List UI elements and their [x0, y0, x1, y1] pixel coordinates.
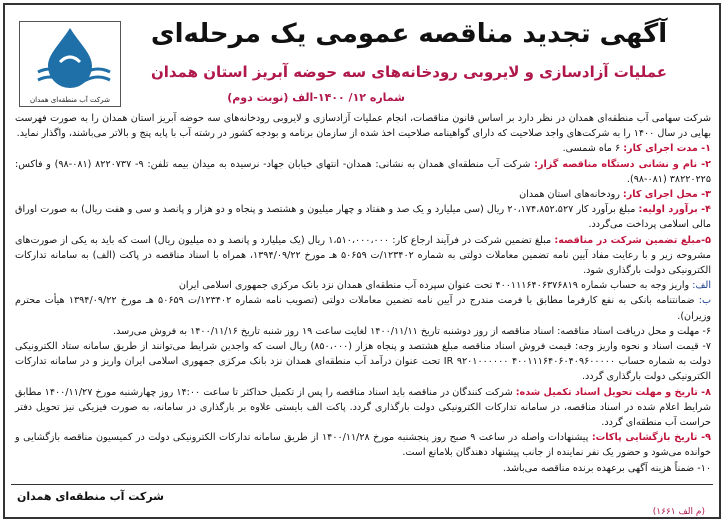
- item-label: ۴- برآورد اولیه:: [638, 204, 711, 216]
- notice-title: آگهی تجدید مناقصه عمومی یک مرحله‌ای: [150, 19, 668, 49]
- header: [5, 5, 719, 113]
- item-organizer: [15, 157, 711, 187]
- item-label: ۷- قیمت اسناد و نحوه واریز وجه:: [575, 341, 711, 353]
- guarantee-option-a: [15, 278, 711, 293]
- item-documents-price: [15, 339, 711, 385]
- item-label: ۵-مبلغ تضمین شرکت در مناقصه:: [554, 234, 711, 246]
- item-ad-cost: ۱۰- ضمناً هزینه آگهی برعهده برنده مناقصه می‌باشد.: [502, 462, 711, 474]
- option-text: ضمانتنامه بانکی به نفع کارفرما مطابق با فرمت مندرج در آیین نامه تضمین معاملات دولتی (تصویب نامه شماره ۱۲۳۴۰۲/ت ۵۰۶۵۹ هـ مورخ ۱۳۹۴/۰۹/۲۲ هیأت محترم وزیران).: [15, 295, 711, 322]
- option-label: الف:: [692, 280, 711, 292]
- item-text: ۶ ماه شمسی.: [562, 143, 624, 155]
- item-text: مبلغ برآورد کار ۲۰،۱۷۴،۸۵۲،۵۲۷ ریال (سی میلیارد و یک صد و هفتاد و چهار میلیون و هشتصد و پنجاه و دو هزار و پانصد و سی و هفت ریال) به صورت اوراق مالی اسلامی پرداخت می‌گردد.: [15, 204, 711, 231]
- logo-caption: شرکت آب منطقه‌ای همدان: [30, 96, 110, 104]
- item-guarantee: [15, 233, 711, 279]
- item-label: ۲- نام و نشانی دستگاه مناقصه گزار:: [534, 158, 712, 170]
- footer-code: (م الف ۱۶۶۱): [652, 507, 705, 517]
- item-submission: [15, 385, 711, 431]
- item-text: شرکت کنندگان در مناقصه باید اسناد مناقصه را پس از تکمیل حداکثر تا ساعت ۱۴:۰۰ روز چهارشنبه مورخ ۱۴۰۰/۱۱/۲۷ مطابق شرایط اعلام شده در اسناد مناقصه، در سامانه تدارکات الکترونیکی دولت بارگذاری گردد. پاکت الف بایستی علاوه بر بارگذاری در سامانه، به صورت فیزیکی نیز تحویل دفتر حراست آب منطقه‌ای گردد.: [15, 386, 711, 429]
- item-documents-period: [15, 324, 711, 339]
- item-duration: [15, 141, 711, 156]
- item-text: پیشنهادات واصله در ساعت ۹ صبح روز پنجشنبه مورخ ۱۴۰۰/۱۱/۲۸ از طریق سامانه تدارکات الکترونیکی دولت در کمیسیون مناقصه بازگشایی و خوانده می‌شود و حضور یک نفر نماینده از جانب پیشنهاد دهندگان بلامانع است.: [15, 432, 711, 459]
- item-text: شرکت آب منطقه‌ای همدان به نشانی: همدان- انتهای خیابان جهاد- نرسیده به میدان بیمه تلفن: ۹- ۸۲۲۰۷۳۷ (۰۸۱-۹۸) و فاکس: ۳۸۲۲۰۲۲۵ (۰۸۱-۹۸).: [15, 158, 711, 185]
- water-drop-logo-icon: [20, 22, 120, 92]
- item-label: ۶- مهلت و محل دریافت اسناد مناقصه:: [557, 325, 711, 337]
- item-label: ۹- تاریخ بازگشایی پاکات:: [591, 432, 711, 444]
- item-text: مبلغ تضمین شرکت در فرآیند ارجاع کار: ۱،۵۱۰،۰۰۰،۰۰۰ ریال (یک میلیارد و پانصد و ده میلیون ریال) است که باید به یکی از صورت‌های مشروحه زیر و با رعایت مفاد آیین نامه تضمین معاملات دولتی به شماره ۱۲۳۴۰۲/ت ۵۰۶۵۹ هـ مورخ ۱۳۹۴/۰۹/۲۲، همراه با اسناد مناقصه در پاکت (الف) به سامانه تدارکات الکترونیکی دولت بارگذاری شود.: [15, 234, 711, 277]
- item-text: اسناد مناقصه از روز دوشنبه تاریخ ۱۴۰۰/۱۱/۱۱ لغایت ساعت ۱۹ روز شنبه تاریخ ۱۴۰۰/۱۱/۱۶ به فروش می‌رسد.: [113, 325, 558, 337]
- notice-frame: [3, 3, 721, 519]
- notice-subtitle: عملیات آزادسازی و لایروبی رودخانه‌های سه حوضه آبریز استان همدان: [150, 63, 668, 81]
- item-location: [15, 187, 711, 202]
- item-label: ۸- تاریخ و مهلت تحویل اسناد تکمیل شده:: [515, 386, 711, 398]
- company-logo: [19, 21, 121, 107]
- item-estimate: [15, 202, 711, 232]
- option-text: واریز وجه به حساب شماره ۴۰۰۱۱۱۶۴۰۶۳۷۶۸۱۹ تحت عنوان سپرده آب منطقه‌ای همدان نزد بانک مرکزی جمهوری اسلامی ایران: [178, 280, 693, 292]
- item-opening: [15, 430, 711, 460]
- notice-number: شماره ۱۲/ ۱۴۰۰-الف (نوبت دوم): [227, 91, 405, 104]
- guarantee-option-b: [15, 293, 711, 323]
- intro-paragraph: شرکت سهامی آب منطقه‌ای همدان در نظر دارد بر اساس قانون مناقصات، انجام عملیات آزادسازی و لایروبی رودخانه‌های سه حوضه آبریز استان همدان را به صورت فهرست بهایی در سال ۱۴۰۰ را به شرکت‌های واجد صلاحیت که دارای گواهینامه صلاحیت اخذ شده از سازمان برنامه و بودجه کشور در رشته آب با پایه پنج و بالاتر می‌باشند، واگذار نماید.: [15, 113, 711, 140]
- item-text: قیمت فروش اسناد مناقصه مبلغ هشتصد و پنجاه هزار (۸۵۰،۰۰۰) ریال است که واجدین شرایط می‌توانند از طریق سامانه ستاد الکترونیکی دولت به شماره حساب ۴۰۰۱۱۱۶۴۰۶۰۴۰۹۶۰۰۰۰۰ IR ۹۲۰۱۰۰۰۰۰۰ تحت عنوان درآمد آب منطقه‌ای همدان نزد بانک مرکزی جمهوری اسلامی ایران واریز و در سامانه تدارکات الکترونیکی دولت بارگذاری گردد.: [15, 341, 711, 383]
- footer-divider: [11, 484, 713, 485]
- notice-body: [15, 111, 711, 476]
- footer-company: شرکت آب منطقه‌ای همدان: [17, 490, 164, 503]
- item-text: رودخانه‌های استان همدان: [519, 189, 623, 201]
- item-label: ۳- محل اجرای کار:: [622, 189, 711, 201]
- option-label: ب:: [698, 295, 711, 307]
- item-label: ۱- مدت اجرای کار:: [623, 143, 711, 155]
